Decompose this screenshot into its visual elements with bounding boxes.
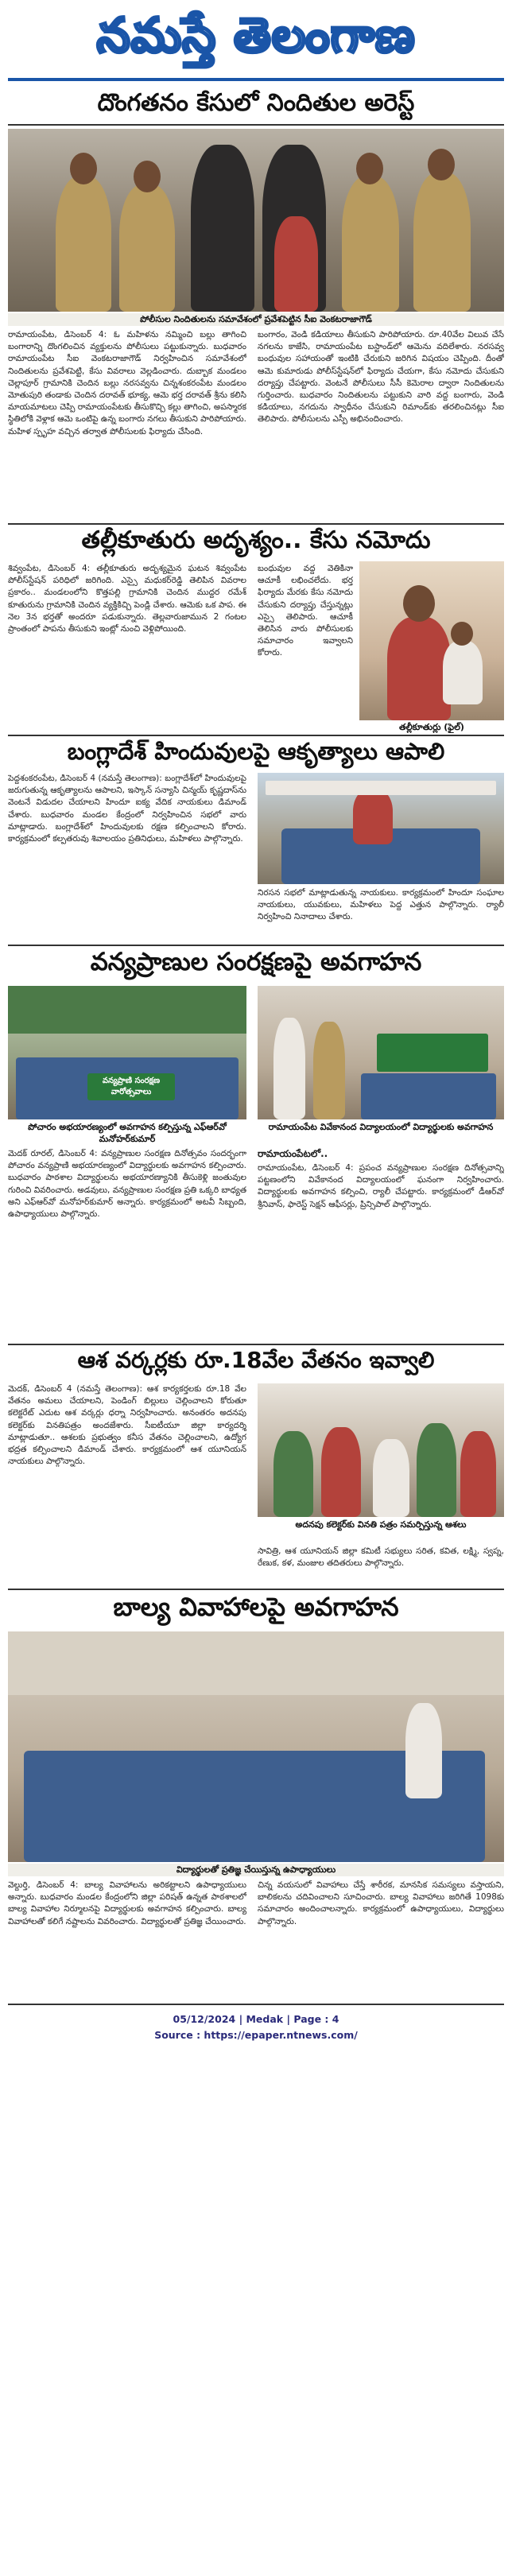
story5-caption: అదనపు కలెక్టర్‌కు వినతి పత్రం సమర్పిస్తున్న ఆశలు (295, 1519, 467, 1530)
person-figure (273, 1431, 313, 1517)
story1-column-1: రామాయంపేట, డిసెంబర్ 4: ఓ మహిళను నమ్మించి బల్లు తాగించి బంగారాన్ని దొంగలించిన వ్యక్తులను పోలీసులు పట్టుకున్నారు. బుధవారం రామాయంపేట సీఐ వెంకటరాజాగౌడ్ నిర్వహించిన సమావేశంలో నిందితులను ప్రవేశపెట్టి, కేసు వివరాలు వెల్లడించారు. దుబ్బాక మండలం చెల్లాపూర్ గ్రామానికి చెందిన బల్లు నరసవ్వను చిన్నశంకరంపేట మండలం మోతుపురి తండాకు చెందిన దరావత్ భూక్య, ఆమె భర్త దరావత్ శ్రీను కలిసి మాయమాటలు చెప్పి రామాయంపేటకు తీసుకొచ్చి కల్లు తాగించి, అపస్మారక స్థితిలోకి వెళ్లాక ఆమె ఒంటిపై ఉన్న బంగారు నగలు తీసుకుని పారిపోయారు. మహిళ స్పృహ వచ్చిన తర్వాత పోలీసులకు ఫిర్యాదు చేసింది. (8, 330, 246, 436)
person-figure (373, 1439, 409, 1517)
person-figure (417, 1423, 456, 1517)
story5-headline: ఆశ వర్కర్లకు రూ.18వేల వేతనం ఇవ్వాలి (77, 1347, 435, 1373)
story6-photo (8, 1631, 504, 1862)
story5-column-1: మెదక్, డిసెంబర్ 4 (నమస్తే తెలంగాణ): ఆశ కార్యకర్తలకు రూ.18 వేల వేతనం అమలు చేయాలని, పెండింగ్ బిల్లులు చెల్లించాలని కోరుతూ కలెక్టరేట్ ఎదుట ఆశ వర్కర్లు ధర్నా నిర్వహించారు. అనంతరం అదనపు కలెక్టర్‌కు వినతిపత్రం అందజేశారు. సీఐటీయూ జిల్లా కార్యదర్శి మాట్లాడుతూ.. ఆశలకు ప్రభుత్వం కనీస వేతనం చెల్లించాలని, ఉద్యోగ భద్రత కల్పించాలని డిమాండ్ చేశారు. కార్యక్రమంలో ఆశ యూనియన్ నాయకులు పాల్గొన్నారు. (8, 1384, 246, 1467)
story1-column-2: బంగారం, వెండి కడియాలు తీసుకుని పారిపోయారు. రూ.40వేల విలువ చేసే నగలను కాజేసి, రామాయంపేట బస్టాండ్‌లో ఆమెను వదిలేశారు. నరసవ్వ బంధువుల సహాయంతో ఇంటికి చేరుకుని జరిగిన విషయం చెప్పింది. దీంతో ఆమె కుమారుడు పోలీస్‌స్టేషన్‌లో ఫిర్యాదు చేయగా, కేసు నమోదు చేసుకుని దర్యాప్తు చేపట్టారు. వెంటనే పోలీసులు సీసీ కెమెరాల ద్వారా నిందితులను గుర్తించారు. బుధవారం నిందితులను పట్టుకుని వారి వద్ద బంగారు, వెండి కడియాలు, నగదును స్వాధీనం చేసుకుని రిమాండ్‌కు తరలించినట్లు సీఐ తెలిపారు. పోలీసులను ఎస్పీ అభినందించారు. (258, 330, 504, 425)
section-rule (8, 735, 504, 736)
story6-caption: విద్యార్థులతో ప్రతిజ్ఞ చేయిస్తున్న ఉపాధ్యాయులు (8, 1864, 504, 1876)
police-figure (119, 184, 175, 312)
story2-column-1: శివ్వంపేట, డిసెంబర్ 4: తల్లీకూతురు అదృశ్యమైన ఘటన శివ్వంపేట పోలీస్‌స్టేషన్ పరిధిలో జరిగింది. ఎస్సై మధుకర్‌రెడ్డి తెలిపిన వివరాల ప్రకారం.. మండలంలోని కొత్తపల్లి గ్రామానికి చెందిన ముద్దర రమేశ్ కూతురును గ్రామానికి చెందిన వ్యక్తికిచ్చి పెండ్లి చేశారు. ఆమెకు ఒక పాప. ఈ నెల 3న భర్తతో అందరూ పడుకున్నారు. తెల్లవారుజామున 2 గంటల ప్రాంతంలో పాపను తీసుకుని ఇంట్లో నుంచి వెళ్లిపోయింది. (8, 564, 246, 634)
forest-backdrop (8, 986, 246, 1034)
banner-figure (266, 781, 496, 795)
teacher-figure (405, 1703, 442, 1798)
masthead-rule (8, 78, 504, 81)
story5-photo (258, 1383, 504, 1517)
story2-headline: తల్లీకూతురు అదృశ్యం.. కేసు నమోదు (81, 526, 431, 554)
person-head (403, 585, 435, 622)
masthead (0, 0, 512, 89)
school-building (8, 1631, 504, 1695)
story4-caption-2: రామాయంపేట వివేకానంద విద్యాలయంలో విద్యార్థులకు అవగాహన (268, 1122, 494, 1132)
footer-date-line: 05/12/2024 | Medak | Page : 4 (173, 2013, 339, 2025)
speaker-figure (353, 789, 393, 844)
footer-source-line: Source : https://epaper.ntnews.com/ (154, 2029, 358, 2041)
story3-photo (258, 773, 504, 884)
story4-caption-1: పోచారం అభయారణ్యంలో అవగాహన కల్పిస్తున్న ఎఫ్‌ఆర్‌వో మనోహర్‌కుమార్ (28, 1122, 227, 1144)
police-figure (342, 177, 399, 312)
story3-column-2: నిరసన సభలో మాట్లాడుతున్న నాయకులు. కార్యక్రమంలో హిందూ సంఘాల నాయకులు, యువకులు, మహిళలు పెద్ద ఎత్తున పాల్గొన్నారు. ర్యాలీ నిర్వహించి నినాదాలు చేశారు. (258, 888, 504, 922)
story4-column-1: మెదక్ రూరల్, డిసెంబర్ 4: వన్యప్రాణుల సంరక్షణ దినోత్సవం సందర్భంగా పోచారం వన్యప్రాణి అభయారణ్యంలో విద్యార్థులకు అవగాహన కల్పించారు. బుధవారం పాఠశాల విద్యార్థులను అభయారణ్యానికి తీసుకెళ్లి జంతువుల గురించి వివరించారు. అడవులు, వన్యప్రాణుల సంరక్షణ ప్రతి ఒక్కరి బాధ్యత అని ఎఫ్‌ఆర్‌వో మనోహర్‌కుమార్ అన్నారు. కార్యక్రమంలో అటవీ సిబ్బంది, ఉపాధ్యాయులు పాల్గొన్నారు. (8, 1149, 246, 1220)
story4-headline: వన్యప్రాణుల సంరక్షణపై అవగాహన (90, 948, 422, 976)
section-rule (8, 1344, 504, 1345)
story5-column-2: సావిత్రి, ఆశ యూనియన్ జిల్లా కమిటీ సభ్యులు సరిత, కవిత, లక్ష్మి, స్వప్న, రేణుక, కళ, మంజుల తదితరులు పాల్గొన్నారు. (258, 1546, 504, 1569)
person-head (70, 153, 97, 184)
story4-subhead: రామాయంపేటలో.. (258, 1148, 328, 1159)
story6-headline: బాల్య వివాహాలపై అవగాహన (113, 1592, 399, 1622)
accused-figure (191, 145, 254, 312)
police-figure (56, 177, 111, 312)
section-rule (8, 945, 504, 946)
person-head (428, 149, 455, 180)
child-figure (443, 641, 483, 704)
story1-headline: దొంగతనం కేసులో నిందితుల అరెస్ట్ (97, 89, 415, 117)
story2-caption: తల్లీకూతుర్లు (ఫైల్) (399, 722, 464, 732)
story1-rule (8, 124, 504, 126)
person-figure (273, 1018, 305, 1119)
police-figure (413, 173, 471, 312)
story1-caption: పోలీసుల నిందితులను సమావేశంలో ప్రవేశపెట్టిన సీఐ వెంకటరాజాగౌడ్ (8, 313, 504, 326)
story4-column-2: రామాయంపేట, డిసెంబర్ 4: ప్రపంచ వన్యప్రాణుల సంరక్షణ దినోత్సవాన్ని పట్టణంలోని వివేకానంద విద్యాలయంలో ఘనంగా నిర్వహించారు. విద్యార్థులకు అవగాహన కల్పించి, ర్యాలీ చేపట్టారు. కార్యక్రమంలో డీఆర్‌వో శ్రీనివాస్, ఫారెస్ట్ సెక్షన్ ఆఫీసర్లు, ప్రిన్సిపాల్ పాల్గొన్నారు. (258, 1163, 504, 1209)
person-head (356, 153, 383, 184)
rally-banner (377, 1034, 488, 1072)
story2-photo (359, 561, 504, 720)
person-figure (313, 1022, 345, 1119)
story6-column-2: చిన్న వయసులో వివాహాలు చేస్తే శారీరక, మానసిక సమస్యలు వస్తాయని, బాలికలను చదివించాలని సూచించారు. బాల్య వివాహాలు జరిగితే 1098కు సమాచారం అందించాలన్నారు. కార్యక్రమంలో ఉపాధ్యాయులు, విద్యార్థులు పాల్గొన్నారు. (258, 1880, 504, 1926)
section-rule (8, 523, 504, 525)
story3-column-1: పెద్దశంకరంపేట, డిసెంబర్ 4 (నమస్తే తెలంగాణ): బంగ్లాదేశ్‌లో హిందువులపై జరుగుతున్న ఆకృత్యాలను ఆపాలని, ఇస్కాన్ సన్యాసి చిన్మయ్ కృష్ణదాస్‌ను వెంటనే విడుదల చేయాలని హిందూ ఐక్య వేదిక నాయకులు డిమాండ్ చేశారు. బుధవారం మండల కేంద్రంలో నిర్వహించిన సభలో వారు మాట్లాడారు. బంగ్లాదేశ్‌లో హిందువులకు రక్షణ కల్పించాలని కోరారు. కార్యక్రమంలో కల్పతరువు శివాలయం ప్రతినిధులు, మహిళలు పాల్గొన్నారు. (8, 774, 246, 844)
story4-photo-1 (8, 986, 246, 1119)
students-group (361, 1073, 496, 1119)
person-head (451, 622, 473, 646)
person-figure (460, 1431, 496, 1517)
section-rule (8, 2004, 504, 2005)
section-rule (8, 1589, 504, 1590)
story4-photo-2 (258, 986, 504, 1119)
person-head (134, 161, 161, 192)
awareness-banner: వన్యప్రాణి సంరక్షణ వారోత్సవాలు (87, 1073, 175, 1100)
person-figure (321, 1427, 361, 1517)
story6-column-1: వెల్దుర్తి, డిసెంబర్ 4: బాల్య వివాహాలను అరికట్టాలని ఉపాధ్యాయులు అన్నారు. బుధవారం మండల కేంద్రంలోని జిల్లా పరిషత్ ఉన్నత పాఠశాలలో బాల్య వివాహాల నిర్మూలనపై విద్యార్థులకు అవగాహన కల్పించారు. బాల్య వివాహాలతో కలిగే నష్టాలను వివరించారు. విద్యార్థులతో ప్రతిజ్ఞ చేయించారు. (8, 1880, 246, 1926)
masthead-title: నమస్తే తెలంగాణ (96, 8, 416, 64)
woman-figure (387, 617, 451, 720)
story3-headline: బంగ్లాదేశ్ హిందువులపై ఆకృత్యాలు ఆపాలి (67, 738, 445, 765)
person-figure (274, 216, 318, 312)
story1-photo (8, 129, 504, 312)
story2-column-2: బంధువుల వద్ద వెతికినా ఆచూకీ లభించలేదు. భర్త ఫిర్యాదు మేరకు కేసు నమోదు చేసుకుని దర్యాప్తు చేస్తున్నట్లు ఎస్సై తెలిపారు. ఆచూకీ తెలిసిన వారు పోలీసులకు సమాచారం ఇవ్వాలని కోరారు. (258, 564, 353, 658)
